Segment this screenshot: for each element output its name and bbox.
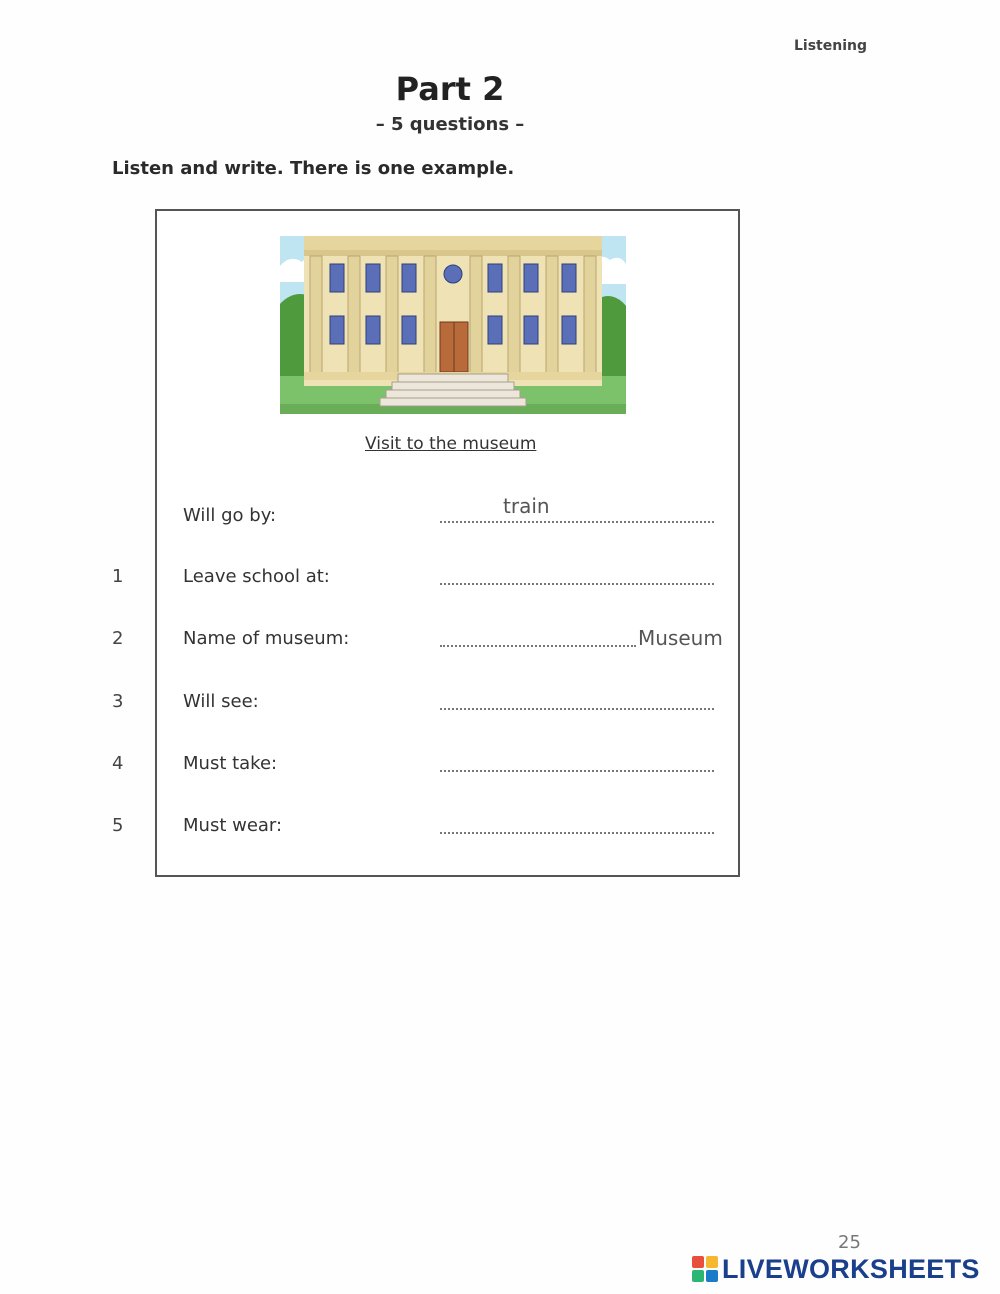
row-answer-line-3[interactable] — [440, 708, 714, 710]
section-label: Listening — [794, 38, 867, 54]
row-number-4: 4 — [112, 753, 124, 774]
museum-illustration — [280, 236, 626, 414]
row-answer-line-5[interactable] — [440, 832, 714, 834]
row-label-5: Must wear: — [183, 815, 283, 836]
row-label-4: Must take: — [183, 753, 278, 774]
page-subtitle: – 5 questions – — [375, 114, 525, 135]
row-answer-line-1[interactable] — [440, 583, 714, 585]
row-suffix-2: Museum — [638, 626, 723, 650]
row-number-2: 2 — [112, 628, 124, 649]
page-number: 25 — [838, 1232, 861, 1253]
liveworksheets-logo-icon — [692, 1256, 718, 1282]
brand-text: LIVEWORKSHEETS — [722, 1253, 980, 1284]
row-answer-example: train — [503, 494, 550, 518]
instruction-text: Listen and write. There is one example. — [112, 158, 515, 179]
page-title: Part 2 — [395, 70, 505, 108]
form-title: Visit to the museum — [365, 434, 537, 454]
row-label-3: Will see: — [183, 691, 259, 712]
row-number-3: 3 — [112, 691, 124, 712]
row-answer-line-2[interactable] — [440, 645, 636, 647]
row-label-2: Name of museum: — [183, 628, 350, 649]
brand-watermark[interactable] — [692, 1254, 980, 1284]
row-label-1: Leave school at: — [183, 566, 330, 587]
row-number-5: 5 — [112, 815, 124, 836]
row-label-example: Will go by: — [183, 505, 277, 526]
row-number-1: 1 — [112, 566, 124, 587]
row-answer-line-4[interactable] — [440, 770, 714, 772]
row-answer-line-example[interactable] — [440, 521, 714, 523]
